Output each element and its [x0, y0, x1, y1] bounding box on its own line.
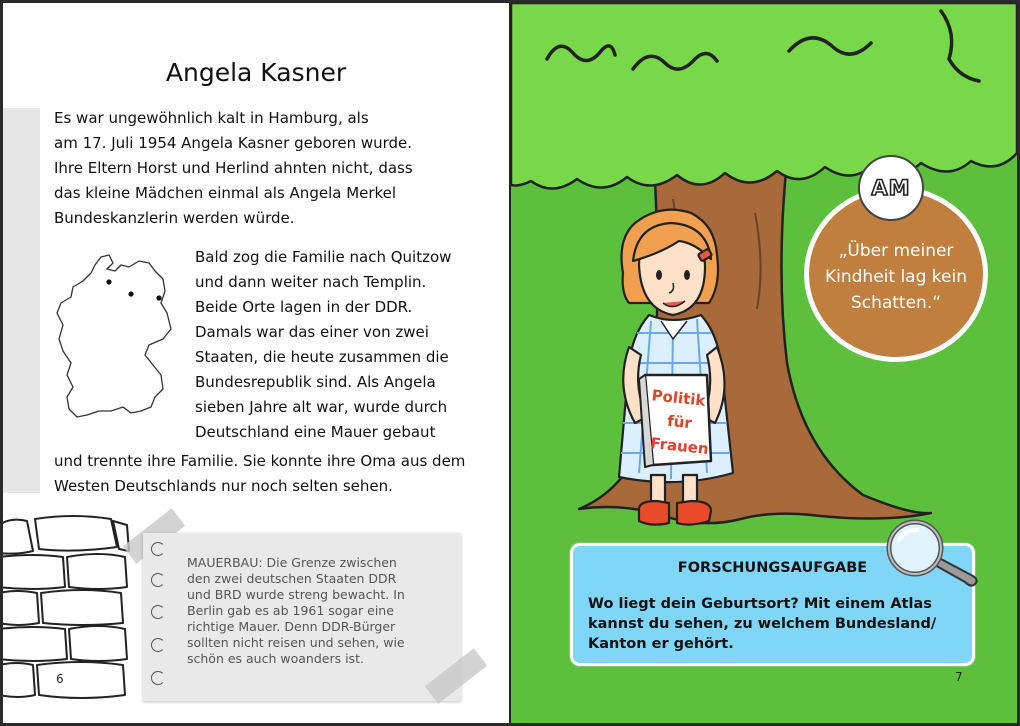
task-text [588, 594, 958, 654]
closing-line: und trennte ihre Familie. Sie konnte ihre Oma aus dem [54, 452, 466, 470]
quote-text [821, 232, 971, 316]
closing-paragraph [54, 449, 474, 499]
page-title: Angela Kasner [165, 58, 347, 87]
note-line: MAUERBAU: Die Grenze zwischen [187, 555, 397, 570]
task-line: Wo liegt dein Geburtsort? Mit einem Atlas [588, 596, 932, 612]
binder-ring [151, 605, 165, 619]
note-line: richtige Mauer. Denn DDR-Bürger [187, 619, 396, 634]
info-note-card [143, 533, 461, 701]
note-line: und BRD wurde streng bewacht. In [187, 587, 405, 602]
initials-badge [858, 155, 924, 221]
wrap-line: Damals war das einer von zwei [195, 323, 429, 341]
side-bar-decoration [3, 108, 40, 493]
intro-line: das kleine Mädchen einmal als Angela Merkel [54, 184, 397, 202]
note-line: den zwei deutschen Staaten DDR [187, 571, 397, 586]
intro-line: Ihre Eltern Horst und Herlind ahnten nicht, dass [54, 159, 413, 177]
brick-wall-icon [3, 511, 133, 701]
wrap-line: Bundesrepublik sind. Als Angela [195, 373, 436, 391]
quote-line: „Über meiner [838, 241, 954, 261]
magnifying-glass-icon [877, 518, 982, 588]
right-page [511, 3, 1017, 723]
binder-ring [151, 638, 165, 652]
quitzow-dot [128, 291, 133, 296]
page-number: 6 [56, 672, 64, 686]
task-line: kannst du sehen, zu welchem Bundesland/ [588, 616, 937, 632]
book-title-line: für [666, 411, 693, 433]
note-line: Berlin gab es ab 1961 sogar eine [187, 603, 394, 618]
hamburg-dot [106, 279, 111, 284]
wrap-paragraph [195, 245, 455, 445]
binder-ring [151, 671, 165, 685]
note-text [187, 555, 445, 667]
wrap-line: und dann weiter nach Templin. [195, 273, 427, 291]
binder-ring [151, 573, 165, 587]
templin-dot [156, 295, 161, 300]
wrap-line: Staaten, die heute zusammen die [195, 348, 449, 366]
task-title: FORSCHUNGSAUFGABE [677, 560, 868, 576]
quote-line: Schatten.“ [850, 293, 942, 313]
binder-ring [151, 542, 165, 556]
intro-line: Bundeskanzlerin werden würde. [54, 209, 295, 227]
germany-map-icon [43, 251, 183, 426]
wrap-line: Beide Orte lagen in der DDR. [195, 298, 413, 316]
initials-text: AM [871, 176, 911, 200]
book-title-line: Frauen [649, 434, 710, 459]
note-line: sollten nicht reisen und sehen, wie [187, 635, 405, 650]
book-title-line: Politik [650, 386, 707, 410]
intro-paragraph [54, 106, 454, 231]
wrap-line: Bald zog die Familie nach Quitzow [195, 248, 452, 266]
task-line: Kanton er gehört. [588, 636, 734, 652]
girl-illustration [619, 210, 733, 525]
quote-line: Kindheit lag kein [825, 267, 967, 287]
closing-line: Westen Deutschlands nur noch selten sehen. [54, 477, 393, 495]
left-page [3, 3, 509, 723]
page-number: 7 [955, 670, 963, 684]
intro-line: Es war ungewöhnlich kalt in Hamburg, als [54, 109, 369, 127]
wrap-line: Deutschland eine Mauer gebaut [195, 423, 436, 441]
wrap-line: sieben Jahre alt war, wurde durch [195, 398, 448, 416]
intro-line: am 17. Juli 1954 Angela Kasner geboren wurde. [54, 134, 413, 152]
note-line: schön es auch woanders ist. [187, 651, 364, 666]
